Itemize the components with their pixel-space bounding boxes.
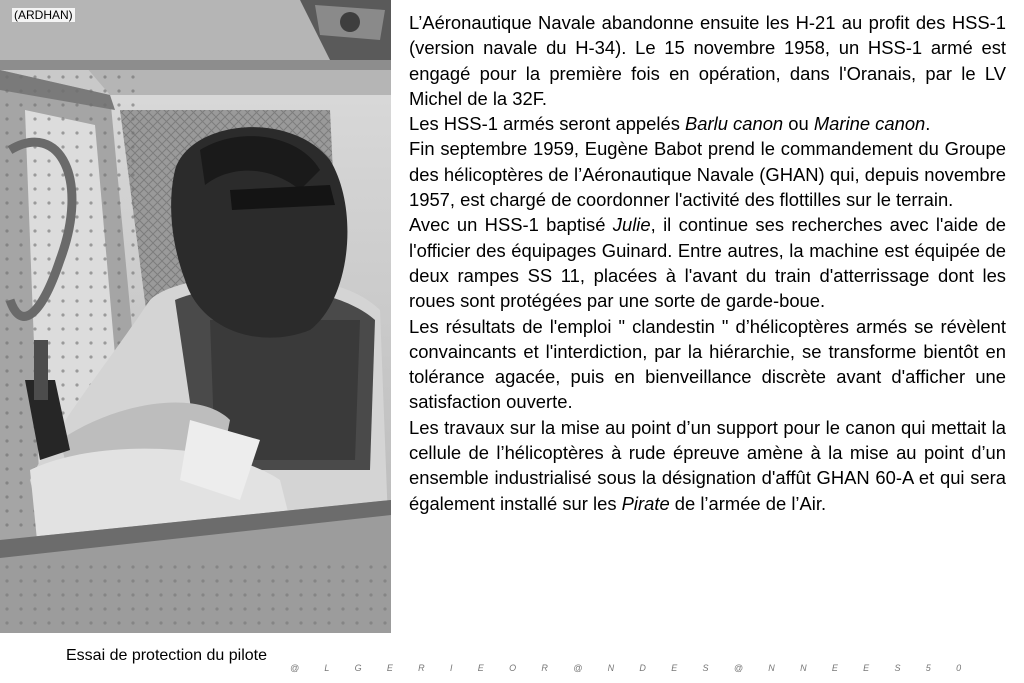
paragraph-6-text: Les travaux sur la mise au point d’un support pour le canon qui mettait la cellule de l’hélicoptères à rude épreuve amène à la mise au point d’un ensemble industrialisé sous la désignation d'affût GHAN 60-A et qui sera également installé sur les [409,416,1006,514]
name-julie: Julie [612,214,651,236]
paragraph-2-text: Les HSS-1 armés seront appelés [409,113,685,135]
paragraph-4-text: Avec un HSS-1 baptisé [409,214,613,236]
paragraph-2-text: ou [783,113,814,135]
paragraph-2 [409,111,1006,136]
term-marine-canon: Marine canon [813,113,926,135]
paragraph-1: L’Aéronautique Navale abandonne ensuite les H-21 au profit des HSS-1 (version navale du H-34). Le 15 novembre 1958, un HSS-1 armé est engagé pour la première fois en opération, dans l'Oranais, par le LV Michel de la 32F. [409,12,1006,109]
paragraph-6 [409,415,1006,516]
photo-credit: (ARDHAN) [14,8,73,22]
paragraph-6-text: de l’armée de l’Air. [669,492,827,514]
paragraph-5: Les résultats de l'emploi " clandestin " d’hélicoptères armés se révèlent convaincants et l'interdiction, par la hiérarchie, se transforme bientôt en tolérance agacée, puis en bienveillance discrète avant d'afficher une satisfaction ouverte. [409,315,1006,413]
paragraph-4 [409,212,1006,313]
paragraph-2-text: . [925,113,931,135]
term-barlu-canon: Barlu canon [685,113,784,135]
article-text [409,10,1006,516]
aircraft-pirate: Pirate [621,492,670,514]
pilot-cockpit-photo [0,0,391,633]
site-watermark: @ L G E R I E O R @ N D E S @ N N E E S 5 0 [290,663,973,673]
paragraph-3: Fin septembre 1959, Eugène Babot prend le commandement du Groupe des hélicoptères de l’Aéronautique Navale (GHAN) qui, depuis novembre 1957, est chargé de coordonner l'activité des flottilles sur le terrain. [409,138,1006,211]
photo-caption: Essai de protection du pilote [66,647,268,664]
paragraph-4-text: , il continue ses recherches avec l'aide de l'officier des équipages Guinard. Entre autres, la machine est équipée de deux rampes SS 11, placées à l'avant du train d'atterrissage dont les roues sont protégées par une sorte de garde-boue. [409,214,1006,312]
